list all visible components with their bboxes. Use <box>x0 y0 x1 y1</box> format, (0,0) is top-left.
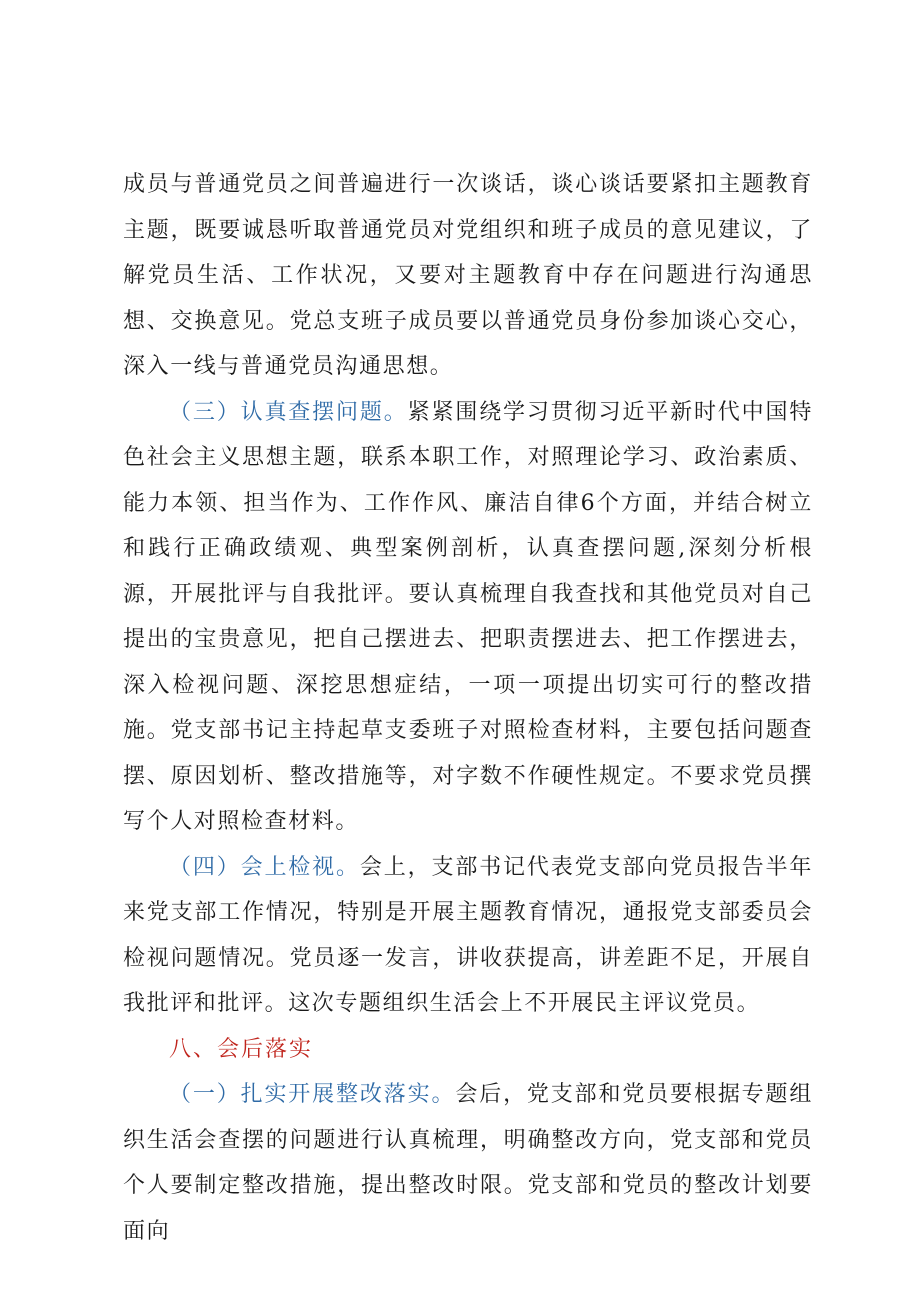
section-heading: 八、会后落实 <box>169 1036 314 1062</box>
document-page <box>123 162 813 1254</box>
subsection-title: （三）认真查摆问题。 <box>169 399 408 425</box>
subsection-rectification <box>123 1072 813 1254</box>
paragraph-text: 紧紧围绕学习贯彻习近平新时代中国特色社会主义思想主题，联系本职工作，对照理论学习、政治素质、能力本领、担当作为、工作作风、廉洁自律6个方面，并结合树立和践行正确政绩观、典型案例剖析，认真查摆问题,深刻分析根源，开展批评与自我批评。要认真梳理自我查找和其他党员对自己提出的宝贵意见，把自己摆进去、把职责摆进去、把工作摆进去，深入检视问题、深挖思想症结，一项一项提出切实可行的整改措施。党支部书记主持起草支委班子对照检查材料，主要包括问题查摆、原因划析、整改措施等，对字数不作硬性规定。不要求党员撰写个人对照检查材料。 <box>123 399 813 834</box>
subsection-title: （四）会上检视。 <box>169 854 360 880</box>
subsection-title: （一）扎实开展整改落实。 <box>169 1082 456 1107</box>
paragraph-text: 成员与普通党员之间普遍进行一次谈话，谈心谈话要紧扣主题教育主题，既要诚恳听取普通党员对党组织和班子成员的意见建议，了解党员生活、工作状况，又要对主题教育中存在问题进行沟通思想、交换意见。党总支班子成员要以普通党员身份参加谈心交心，深入一线与普通党员沟通思想。 <box>123 172 813 379</box>
paragraph-text: 会上，支部书记代表党支部向党员报告半年来党支部工作情况，特别是开展主题教育情况，通报党支部委员会检视问题情况。党员逐一发言，讲收获提高，讲差距不足，开展自我批评和批评。这次专题组织生活会上不开展民主评议党员。 <box>123 854 813 1016</box>
paragraph-text: 会后，党支部和党员要根据专题组织生活会查摆的问题进行认真梳理，明确整改方向，党支部和党员个人要制定整改措施，提出整改时限。党支部和党员的整改计划要面向 <box>123 1082 813 1244</box>
subsection-review-problems <box>123 390 813 845</box>
paragraph-continued <box>123 162 813 390</box>
subsection-meeting-review <box>123 845 813 1027</box>
